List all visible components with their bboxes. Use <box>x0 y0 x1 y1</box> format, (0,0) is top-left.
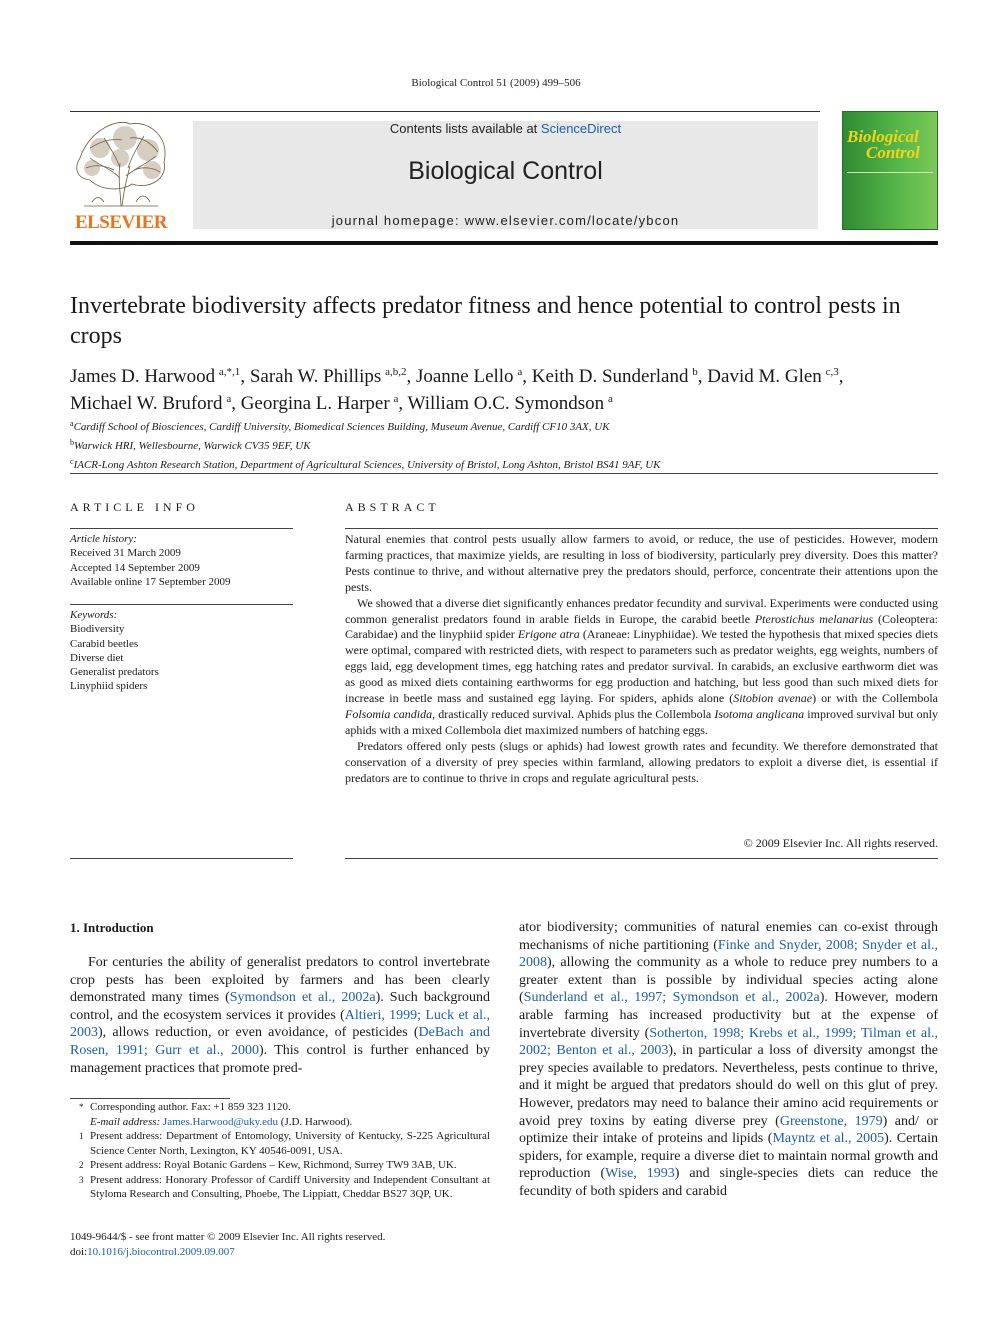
footnote-corresponding <box>70 1100 490 1115</box>
species-name: Pterostichus melanarius <box>754 611 874 626</box>
copyright-notice: © 2009 Elsevier Inc. All rights reserved. <box>743 836 938 850</box>
citation-link[interactable]: Altieri, 1999; Luck et al., 2003 <box>70 1007 490 1041</box>
body-text: ). However, modern arable farming has increased productivity but at the expense of invertebrate diversity ( <box>519 990 938 1041</box>
author-name: Joanne Lello <box>415 366 518 387</box>
keywords <box>70 608 293 694</box>
affiliation-item <box>70 435 940 454</box>
citation-link[interactable]: Wise, 1993 <box>605 1166 675 1182</box>
keyword-item: Generalist predators <box>70 666 159 679</box>
journal-cover-thumbnail <box>842 111 938 230</box>
abstract-text <box>345 532 938 787</box>
body-text: ) and/ or optimize their intake of proteins and lipids ( <box>519 1113 938 1147</box>
online-date: Available online 17 September 2009 <box>70 575 231 588</box>
body-text: ) and single-species diets can reduce the fecundity of both spiders and carabid <box>519 1166 938 1199</box>
affiliation-rule <box>70 473 938 474</box>
author-affiliation-mark: b <box>692 366 698 378</box>
doi-label: doi: <box>70 1245 88 1258</box>
abstract-paragraph-2 <box>345 596 938 739</box>
author-affiliation-mark: a,b,2 <box>385 366 407 378</box>
footnote-1 <box>70 1129 490 1158</box>
author-name: Georgina L. Harper <box>240 393 394 414</box>
keyword-item: Carabid beetles <box>70 637 139 650</box>
cover-title-line1: Biological <box>847 127 919 146</box>
author-name: Sarah W. Phillips <box>249 366 386 387</box>
footnote-mark: * <box>79 1102 84 1112</box>
keyword-item: Diverse diet <box>70 651 124 664</box>
citation-link[interactable]: Symondson et al., 2002a <box>229 990 376 1006</box>
keyword-list <box>70 622 293 693</box>
affiliation-text: Cardiff School of Biosciences, Cardiff University, Biomedical Sciences Building, Museum Avenue, Cardiff CF10 3AX, UK <box>73 421 610 433</box>
body-text: ). Such background control, and the ecosystem services it provides ( <box>70 990 490 1023</box>
abstract-text-span: We showed that a diverse diet significantly enhances predator fecundity and survival. Experiments were conducted using common generalist predators found in arable fields in Europe, the carabid beetle <box>345 595 938 626</box>
abstract-text-span: , drastically reduced survival. Aphids plus the Collembola <box>432 706 715 721</box>
species-name: Sitobion avenae <box>733 691 813 706</box>
author-name: William O.C. Symondson <box>407 393 608 414</box>
author-affiliation-mark: c,3 <box>825 366 839 378</box>
received-date: Received 31 March 2009 <box>70 547 181 560</box>
author-name: Keith D. Sunderland <box>531 366 693 387</box>
citation-link[interactable]: Sunderland et al., 1997; Symondson et al., 2002a <box>523 990 820 1006</box>
body-text: ). This control is further enhanced by management practices that promote pred- <box>70 1042 490 1076</box>
affiliation-text: IACR-Long Ashton Research Station, Department of Agricultural Sciences, University of Bristol, Long Ashton, Bristol BS41 9AF, UK <box>73 459 661 471</box>
abstract-text-span: ) or with the Collembola <box>812 691 938 706</box>
article-info-rule-3 <box>70 858 293 859</box>
abstract-text-span: (Araneae: Linyphiidae). We tested the hypothesis that mixed species diets were optimal, compared with restricted diets, with respect to parameters such as predator weights, egg weights, numbers of eggs laid, egg development times, egg hatching rates and predator survival. In carabids, an exclusive earthworm diet was as good as mixed diets containing earthworms for egg production and hatching, but less good than such mixed diets for increase in beetle mass and sustained egg laying. For spiders, aphids alone ( <box>345 627 938 706</box>
introduction-column-1 <box>70 954 490 1077</box>
affiliation-item <box>70 416 940 435</box>
affiliation-text: Warwick HRI, Wellesbourne, Warwick CV35 9EF, UK <box>74 440 311 452</box>
keyword-item: Biodiversity <box>70 623 125 636</box>
author-separator: , <box>240 366 250 387</box>
introduction-heading: 1. Introduction <box>70 920 154 935</box>
author-list <box>70 361 940 415</box>
abstract-text-span: (Coleoptera: Carabidae) and the linyphiid spider <box>345 611 938 642</box>
abstract-rule-2 <box>345 858 938 859</box>
email-label: E-mail address: <box>90 1115 161 1128</box>
author-affiliation-mark: a,*,1 <box>218 366 241 378</box>
citation-link[interactable]: Greenstone, 1979 <box>779 1113 883 1129</box>
author-separator: , <box>231 393 241 414</box>
header-rule-top <box>70 111 820 112</box>
abstract-paragraph-1: Natural enemies that control pests usually allow farmers to avoid, or reduce, the use of pesticides. However, modern farming practices, that maximize yields, are resulting in loss of biodiversity, particularly prey diversity. Does this matter? Pests continue to thrive, and without alternative prey the predators should, perforce, concentrate their attentions upon the pests. <box>345 532 938 594</box>
body-text: ). Certain spiders, for example, require a diverse diet to maintain normal growth and reproduction ( <box>519 1131 938 1182</box>
accepted-date: Accepted 14 September 2009 <box>70 561 200 574</box>
footnote-email <box>70 1115 490 1130</box>
footnote-3 <box>70 1173 490 1202</box>
author-affiliation-mark: a <box>607 393 613 405</box>
author-separator: , <box>838 366 844 387</box>
species-name: Folsomia candida <box>345 706 433 721</box>
footnote-text: Present address: Royal Botanic Gardens – Kew, Richmond, Surrey TW9 3AB, UK. <box>90 1159 457 1171</box>
body-text: ator biodiversity; communities of natural enemies can co-exist through mechanisms of niche partitioning ( <box>519 920 938 953</box>
contents-line <box>193 121 818 136</box>
issn-line: 1049-9644/$ - see front matter © 2009 Elsevier Inc. All rights reserved. <box>70 1231 386 1243</box>
footnote-mark: 1 <box>79 1131 84 1141</box>
doi-link[interactable]: 10.1016/j.biocontrol.2009.09.007 <box>87 1245 235 1258</box>
footnote-text: (J.D. Harwood). <box>278 1115 353 1128</box>
email-link[interactable]: James.Harwood@uky.edu <box>162 1115 279 1128</box>
journal-citation: Biological Control 51 (2009) 499–506 <box>411 77 581 89</box>
abstract-rule-1 <box>345 528 938 529</box>
citation-link[interactable]: Sotherton, 1998; Krebs et al., 1999; Tilman et al., 2002; Benton et al., 2003 <box>519 1025 938 1059</box>
cover-title-line2: Control <box>866 143 920 162</box>
article-info-heading: ARTICLE INFO <box>70 500 199 514</box>
footnote-2 <box>70 1158 490 1173</box>
author-separator: , <box>697 366 708 387</box>
front-matter <box>70 1230 490 1259</box>
author-name: Michael W. Bruford <box>70 393 227 414</box>
affiliation-mark: b <box>70 438 74 447</box>
doi-line <box>70 1245 490 1260</box>
affiliation-mark: a <box>70 419 74 428</box>
author-separator: , <box>406 366 416 387</box>
footnote-text: Present address: Honorary Professor of Cardiff University and Independent Consultant at Styloma Research and Consulting, Phoebe, The Lippiatt, Cheddar BS27 3QP, UK. <box>90 1173 490 1200</box>
author-line-1 <box>70 361 940 388</box>
keywords-label: Keywords: <box>70 609 118 621</box>
species-name: Isotoma anglicana <box>714 706 805 721</box>
abstract-heading: ABSTRACT <box>345 500 440 514</box>
author-separator: , <box>398 393 408 414</box>
contents-prefix: Contents lists available at <box>389 121 541 136</box>
author-affiliation-mark: a <box>226 393 232 405</box>
cover-rule <box>847 172 933 173</box>
body-text: ), allowing the community as a whole to reduce prey numbers to a greater extent than is possible by individual species acting alone ( <box>519 955 938 1006</box>
body-text: For centuries the ability of generalist predators to control invertebrate crop pests has been exploited by farmers and has been clearly demonstrated many times ( <box>70 955 490 1006</box>
author-affiliation-mark: a <box>517 366 523 378</box>
article-history <box>70 532 293 589</box>
footnote-text: Corresponding author. Fax: +1 859 323 1120. <box>90 1101 291 1113</box>
author-separator: , <box>522 366 532 387</box>
author-name: James D. Harwood <box>70 366 219 387</box>
sciencedirect-link[interactable]: ScienceDirect <box>540 121 622 136</box>
journal-homepage[interactable]: journal homepage: www.elsevier.com/locate/ybcon <box>331 213 680 228</box>
species-name: Erigone atra <box>517 627 580 642</box>
affiliation-item <box>70 454 940 473</box>
footnote-mark: 2 <box>79 1160 84 1170</box>
article-info-rule-1 <box>70 528 293 529</box>
affiliation-mark: c <box>70 457 74 466</box>
citation-link[interactable]: DeBach and Rosen, 1991; Gurr et al., 2000 <box>70 1025 490 1058</box>
footnote-text: Present address: Department of Entomology, University of Kentucky, S-225 Agricultural Science Center North, Lexington, KY 40546-0091, USA. <box>90 1130 490 1157</box>
keyword-item: Linyphiid spiders <box>70 680 148 693</box>
article-title: Invertebrate biodiversity affects predator fitness and hence potential to control pests in crops <box>70 293 901 349</box>
body-text: ), allows reduction, or even avoidance, of pesticides ( <box>98 1025 419 1041</box>
journal-name: Biological Control <box>408 157 603 185</box>
author-line-2 <box>70 388 940 415</box>
affiliations <box>70 416 940 473</box>
author-affiliation-mark: a <box>393 393 399 405</box>
author-name: David M. Glen <box>707 366 826 387</box>
body-text: ), in particular a loss of diversity amongst the prey species available to predators. Nevertheless, pests continue to thrive, and it might be argued that predators should do well on this glut of prey. However, predators may need to balance their amino acid requirements or avoid prey toxins by eating diverse prey ( <box>519 1043 939 1129</box>
history-label: Article history: <box>70 533 137 545</box>
footnote-rule <box>70 1098 230 1099</box>
citation-link[interactable]: Finke and Snyder, 2008; Snyder et al., 2008 <box>519 937 938 971</box>
citation-link[interactable]: Mayntz et al., 2005 <box>772 1131 885 1147</box>
introduction-column-2 <box>519 919 938 1201</box>
abstract-text-span: improved survival but only aphids with a mixed Collembola diet maximized numbers of hatching eggs. <box>345 706 938 737</box>
abstract-paragraph-3: Predators offered only pests (slugs or aphids) had lowest growth rates and fecundity. We therefore demonstrated that conservation of a diversity of prey species within farmland, allowing predators to exploit a diverse diet, is essential if predators are to continue to thrive in crops and regulate agricultural pests. <box>345 738 938 785</box>
footnote-mark: 3 <box>79 1174 84 1185</box>
elsevier-wordmark: ELSEVIER <box>74 212 168 233</box>
header-rule-bottom <box>70 241 938 245</box>
article-info-rule-2 <box>70 604 293 605</box>
footnotes <box>70 1100 490 1202</box>
